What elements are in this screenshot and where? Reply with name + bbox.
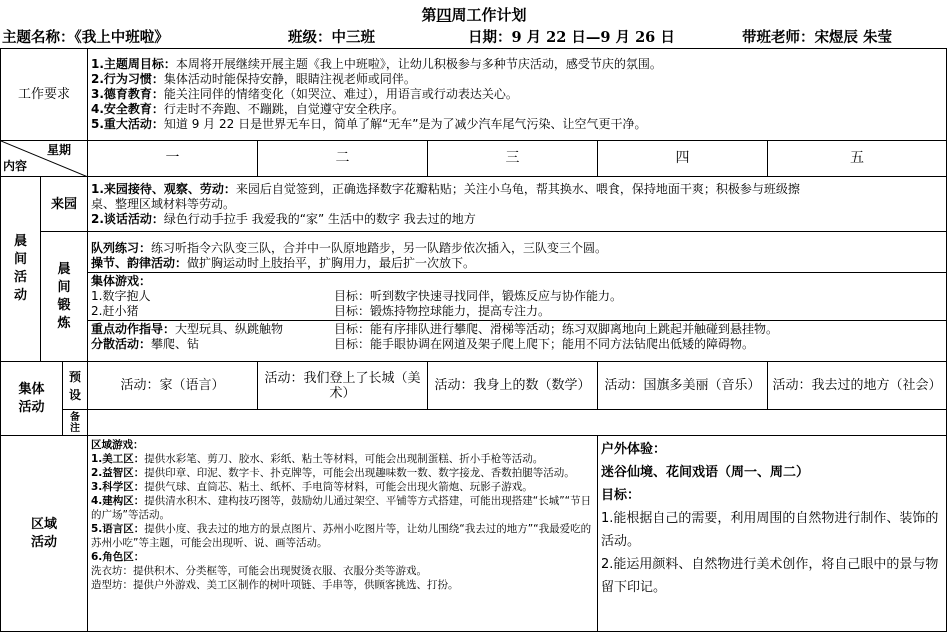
area-item: 1.美工区：提供水彩笔、剪刀、胶水、彩纸、粘土等材料，可能会出现制蛋糕、折小手枪等活动。 [91,453,544,465]
game-row: 2.赶小猪 目标：锻炼持物控球能力，提高专注力。 [91,304,551,318]
area-label: 区域活动 [1,436,88,632]
requirement-item: 3.德育教育：能关注同伴的情绪变化（如哭泣、难过），用语言或行动表达关心。 [91,87,518,101]
area-games: 区域游戏： 1.美工区：提供水彩笔、剪刀、胶水、彩纸、粘土等材料，可能会出现制蛋糕、折小手枪等活动。 2.益智区：提供印章、印泥、数字卡、扑克牌等，可能会出现趣味数一数、数字接龙、香数拍腿等活动。 3.科学区：提供气球、直筒芯、粘土、纸杯、手电筒等材料，可能会出现火箭炮、玩影子游戏。 4.建构区：提供清水积木、建构技巧图等，鼓励幼儿通过架空、平铺等方式搭建，可能出现搭建“长城”“节日的广场”等活动。 5.语言区：提供小度、我去过的地方的景点图片、苏州小吃图片等，让幼儿围绕“我去过的地方”“我最爱吃的苏州小吃”等主题，可能会出现听、说、画等活动。 6.角色区： 洗衣坊：提供积木、分类框等，可能会出现熨烫衣服、衣服分类等游戏。 造型坊：提供户外游戏、美工区制作的树叶项链、手串等，供顾客挑选、打扮。 [88,436,598,632]
role-line: 造型坊：提供户外游戏、美工区制作的树叶项链、手串等，供顾客挑选、打扮。 [91,579,459,591]
outdoor-goal: 1.能根据自己的需要，利用周围的自然物进行制作、装饰的活动。 [601,511,939,549]
page-title: 第四周工作计划 [421,6,527,24]
corner-content: 内容 [3,159,28,173]
teachers: 带班老师：宋煜辰 朱莹 [742,29,893,46]
role-line: 洗衣坊：提供积木、分类框等，可能会出现熨烫衣服、衣服分类等游戏。 [91,565,427,577]
preset-label: 预设 [63,362,88,410]
activity-wednesday: 活动：我身上的数（数学） [428,362,598,410]
activity-monday: 活动：家（语言） [88,362,258,410]
area-item: 4.建构区：提供清水积木、建构技巧图等，鼓励幼儿通过架空、平铺等方式搭建，可能出现搭建“长城”“节日的广场”等活动。 [91,495,592,521]
outdoor-goal: 2.能运用颜料、自然物进行美术创作，将自己眼中的景与物留下印记。 [601,557,939,595]
area-item: 3.科学区：提供气球、直筒芯、粘土、纸杯、手电筒等材料，可能会出现火箭炮、玩影子游戏。 [91,481,533,493]
day-tuesday: 二 [258,141,428,177]
requirement-item: 4.安全教育：行走时不奔跑、不蹦跳，自觉遵守安全秩序。 [91,102,404,116]
class-name: 班级：中三班 [288,29,375,46]
weekly-plan-table [0,48,947,632]
game-row: 1.数字抱人 目标：听到数字快速寻找同伴，锻炼反应与协作能力。 [91,289,623,303]
arrival-content: 1.来园接待、观察、劳动：来园后自觉签到，正确选择数字花瓣粘贴；关注小乌龟，帮其换水、喂食，保持地面干爽；积极参与班级擦 桌、整理区域材料等劳动。 2.谈话活动：绿色行动手拉手 我爱我的“家” 生活中的数字 我去过的地方 [88,177,947,232]
requirement-item: 2.行为习惯：集体活动时能保持安静，眼睛注视老师或同伴。 [91,72,416,86]
collective-label: 集体活动 [1,362,63,436]
arrival-label: 来园 [41,177,88,232]
exercise-content: 队列练习：练习听指令六队变三队，合并中一队原地踏步，另一队踏步依次插入，三队变三个圆。 操节、韵律活动：做扩胸运动时上肢抬平，扩胸用力，最后扩一次放下。 集体游戏： 1.数字抱人 目标：听到数字快速寻找同伴，锻炼反应与协作能力。 2.赶小猪 目标：锻炼持物控球能力，提高专注力。 重点动作指导：大型玩具、纵跳触物 目标：能有序排队进行攀爬、滑梯等活动；练习双脚离地向上跳起并触碰到悬挂物。 分散活动：攀爬、钻 目标：能手眼协调在网道及架子爬上爬下；能用不同方法钻爬出低矮的障碍物。 [88,232,947,362]
day-friday: 五 [768,141,947,177]
theme-name: 主题名称：《我上中班啦》 [2,29,169,46]
day-monday: 一 [88,141,258,177]
week-number: 四 [436,6,452,24]
activity-friday: 活动：我去过的地方（社会） [768,362,947,410]
note-content [88,410,947,436]
requirement-item: 1.主题周目标：本周将开展继续开展主题《我上中班啦》，让幼儿积极参与多种节庆活动，感受节庆的氛围。 [91,57,662,71]
corner-weekday: 星期 [46,143,71,157]
day-wednesday: 三 [428,141,598,177]
requirements-label: 工作要求 [1,49,88,141]
area-item: 5.语言区：提供小度、我去过的地方的景点图片、苏州小吃图片等，让幼儿围绕“我去过的地方”“我最爱吃的苏州小吃”等主题，可能会出现听、说、画等活动。 [91,523,592,549]
area-item: 2.益智区：提供印章、印泥、数字卡、扑克牌等，可能会出现趣味数一数、数字接龙、香数拍腿等活动。 [91,467,575,479]
activity-tuesday: 活动：我们登上了长城（美术） [258,362,428,410]
area-item: 6.角色区： [91,551,145,563]
day-thursday: 四 [598,141,768,177]
exercise-label: 晨间锻炼 [41,232,88,362]
outdoor-experience: 户外体验： 迷谷仙境、花间戏语（周一、周二） 目标： 1.能根据自己的需要，利用周围的自然物进行制作、装饰的活动。 2.能运用颜料、自然物进行美术创作，将自己眼中的景与物留下印记。 [598,436,947,632]
date-range: 日期：9 月 22 日—9 月 26 日 [468,29,675,46]
note-label: 备注 [63,410,88,436]
morning-activities-label: 晨间活动 [1,177,41,362]
activity-thursday: 活动：国旗多美丽（音乐） [598,362,768,410]
corner-cell [1,141,88,177]
requirements-content [88,49,947,141]
requirement-item: 5.重大活动：知道 9 月 22 日是世界无车日，简单了解“无车”是为了减少汽车尾气污染、让空气更干净。 [91,117,647,131]
